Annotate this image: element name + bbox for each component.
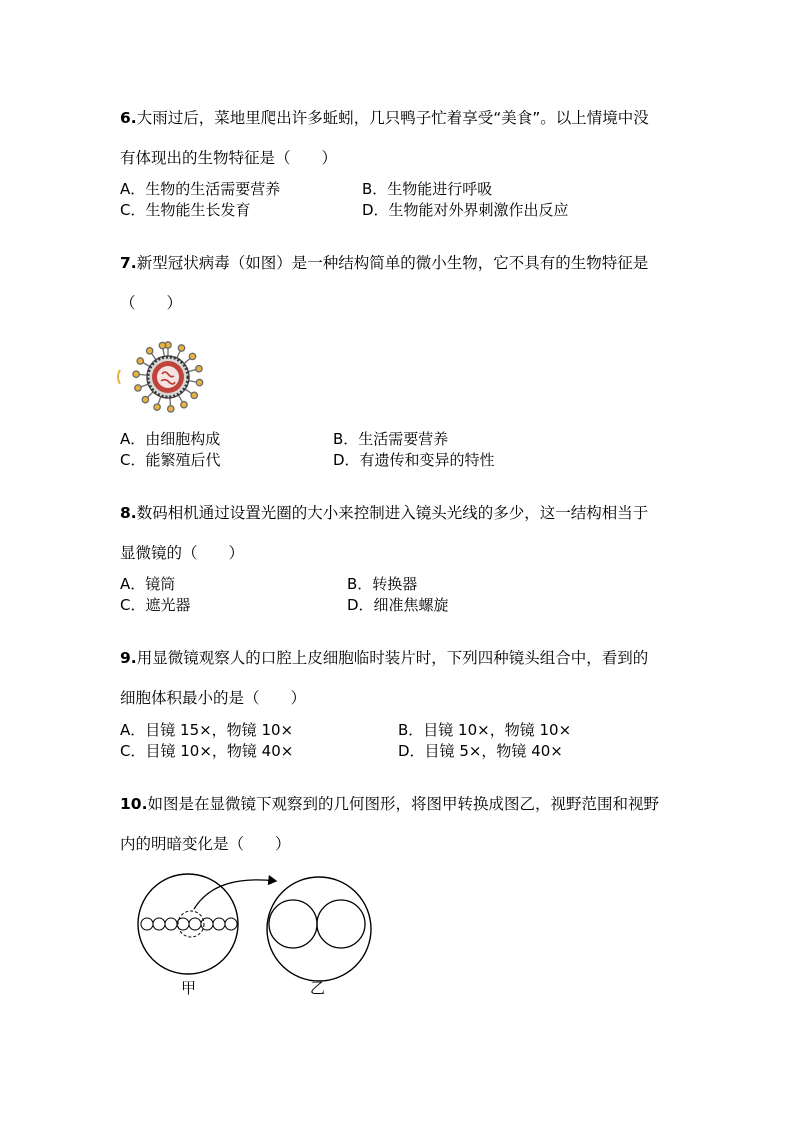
question-6-option-d[interactable]: D．生物能对外界刺激作出反应: [362, 201, 569, 219]
question-6-option-a[interactable]: A．生物的生活需要营养: [120, 180, 281, 198]
question-8-text: 数码相机通过设置光圈的大小来控制进入镜头光线的多少，这一结构相当于: [136, 504, 649, 522]
question-7-number: 7.: [120, 254, 137, 272]
question-7-text: 新型冠状病毒（如图）是一种结构简单的微小生物，它不具有的生物特征是: [136, 254, 649, 272]
question-9-option-c[interactable]: C．目镜 10×，物镜 40×: [120, 742, 294, 760]
question-9-option-d[interactable]: D．目镜 5×，物镜 40×: [398, 742, 563, 760]
question-8-line-1: [120, 503, 648, 523]
question-8-line-2: 显微镜的（ ）: [120, 544, 245, 562]
question-6-line-1: [120, 108, 649, 128]
question-10-number: 10.: [120, 795, 148, 813]
transform-arrow: [194, 880, 276, 909]
question-9-option-b[interactable]: B．目镜 10×，物镜 10×: [398, 721, 572, 739]
question-9-line-1: [120, 648, 648, 668]
coronavirus-figure: [116, 338, 216, 418]
figure-label-jia: 甲: [181, 979, 197, 997]
question-9-text: 用显微镜观察人的口腔上皮细胞临时装片时，下列四种镜头组合中，看到的: [136, 649, 649, 667]
question-10-line-1: [120, 794, 659, 814]
question-7-option-c[interactable]: C．能繁殖后代: [120, 451, 221, 469]
question-6-text: 大雨过后，菜地里爬出许多蚯蚓，几只鸭子忙着享受“美食”。以上情境中没: [136, 109, 649, 127]
question-7-line-2: （ ）: [120, 294, 183, 312]
question-8-option-c[interactable]: C．遮光器: [120, 596, 191, 614]
question-7-option-b[interactable]: B．生活需要营养: [333, 430, 449, 448]
question-9-option-a[interactable]: A．目镜 15×，物镜 10×: [120, 721, 294, 739]
question-10-text: 如图是在显微镜下观察到的几何图形，将图甲转换成图乙，视野范围和视野: [147, 795, 659, 813]
figure-label-yi: 乙: [310, 979, 326, 997]
question-6-option-c[interactable]: C．生物能生长发育: [120, 201, 251, 219]
question-8-option-d[interactable]: D．细准焦螺旋: [347, 596, 449, 614]
question-9-line-2: 细胞体积最小的是（ ）: [120, 689, 307, 707]
field-yi-circle: [267, 877, 371, 981]
question-8-number: 8.: [120, 504, 137, 522]
question-7-line-1: [120, 253, 648, 273]
question-6-line-2: 有体现出的生物特征是（ ）: [120, 149, 338, 167]
microscope-field-figure: [130, 865, 390, 1015]
question-8-option-b[interactable]: B．转换器: [347, 575, 418, 593]
question-8-option-a[interactable]: A．镜筒: [120, 575, 176, 593]
selection-dashed-circle: [178, 911, 204, 937]
question-7-option-d[interactable]: D．有遗传和变异的特性: [333, 451, 495, 469]
question-9-number: 9.: [120, 649, 137, 667]
question-7-option-a[interactable]: A．由细胞构成: [120, 430, 221, 448]
question-10-line-2: 内的明暗变化是（ ）: [120, 835, 291, 853]
question-6-number: 6.: [120, 109, 137, 127]
question-6-option-b[interactable]: B．生物能进行呼吸: [362, 180, 493, 198]
